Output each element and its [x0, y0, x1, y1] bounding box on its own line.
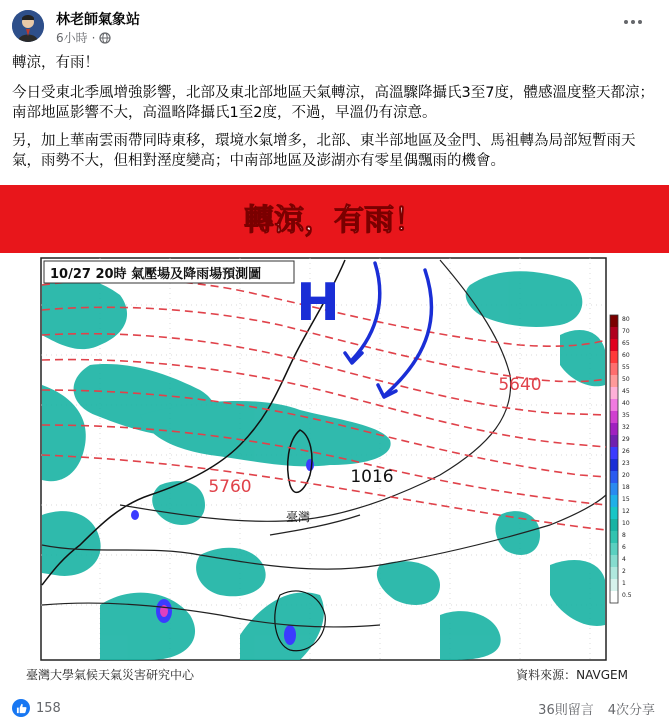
post-header	[0, 0, 669, 50]
forecast-map-graphic	[0, 185, 669, 691]
high-pressure-label: H	[296, 273, 340, 333]
shares-count-link[interactable]: 4次分享	[607, 703, 655, 718]
colorbar-tick-label: 32	[622, 424, 630, 431]
forecast-map-image[interactable]	[0, 185, 669, 691]
colorbar-tick-label: 60	[622, 352, 630, 359]
more-dot-icon	[624, 20, 628, 24]
reactions[interactable]	[12, 699, 61, 717]
like-count: 158	[36, 700, 61, 716]
credit-left: 臺灣大學氣候天氣災害研究中心	[26, 668, 195, 682]
globe-icon	[99, 32, 111, 44]
rainfall-colorbar	[610, 315, 632, 603]
contour-5640-label: 5640	[498, 375, 542, 395]
post-headline: 轉涼，有雨！	[12, 55, 99, 71]
banner-title: 轉涼，有雨！	[244, 203, 424, 238]
more-options-button[interactable]	[619, 12, 647, 32]
like-reaction-icon	[12, 699, 30, 717]
colorbar-tick-label: 26	[622, 448, 630, 455]
credit-right: 資料來源：NAVGEM	[516, 668, 628, 682]
post-footer	[0, 695, 669, 721]
post-timestamp[interactable]: 6小時	[56, 31, 88, 45]
meta-separator: ·	[91, 30, 96, 45]
contour-5760-label: 5760	[208, 477, 252, 497]
colorbar-tick-label: 20	[622, 472, 630, 479]
colorbar-tick-label: 65	[622, 340, 630, 347]
colorbar-tick-label: 70	[622, 328, 630, 335]
post-meta	[56, 29, 111, 46]
avatar-portrait-icon	[12, 10, 44, 42]
colorbar-tick-label: 45	[622, 388, 630, 395]
map-title: 10/27 20時 氣壓場及降雨場預測圖	[50, 267, 262, 282]
isobar-1016-label: 1016	[350, 467, 394, 487]
colorbar-tick-label: 55	[622, 364, 630, 371]
page-avatar[interactable]	[12, 10, 44, 42]
more-dot-icon	[638, 20, 642, 24]
engagement-stats	[538, 699, 655, 718]
colorbar-tick-label: 50	[622, 376, 630, 383]
colorbar-tick-label: 15	[622, 496, 630, 503]
post-paragraph-2: 另，加上華南雲雨帶同時東移，環境水氣增多，北部、東半部地區及金門、馬祖轉為局部短暫雨天氣，雨勢不大，但相對溼度變高；中南部地區及澎湖亦有零星偶飄雨的機會。	[12, 133, 636, 169]
colorbar-tick-label: 1	[622, 580, 626, 587]
colorbar-tick-label: 18	[622, 484, 630, 491]
colorbar-tick-label: 4	[622, 556, 626, 563]
colorbar-tick-label: 2	[622, 568, 626, 575]
taiwan-label: 臺灣	[285, 510, 311, 524]
colorbar-tick-label: 23	[622, 460, 630, 467]
post-paragraph-1: 今日受東北季風增強影響，北部及東北部地區天氣轉涼，高溫驟降攝氏3至7度，體感溫度整天都涼；南部地區影響不大，高溫略降攝氏1至2度，不過，早溫仍有涼意。	[12, 85, 654, 121]
colorbar-tick-label: 10	[622, 520, 630, 527]
more-dot-icon	[631, 20, 635, 24]
colorbar-tick-label: 29	[622, 436, 630, 443]
colorbar-tick-label: 8	[622, 532, 626, 539]
colorbar-tick-label: 80	[622, 316, 630, 323]
colorbar-tick-label: 12	[622, 508, 630, 515]
comments-count-link[interactable]: 36則留言	[538, 703, 594, 718]
post-body	[12, 53, 657, 179]
colorbar-tick-label: 6	[622, 544, 626, 551]
colorbar-tick-label: 0.5	[622, 592, 632, 599]
colorbar-tick-label: 35	[622, 412, 630, 419]
colorbar-tick-label: 40	[622, 400, 630, 407]
page-name-link[interactable]: 林老師氣象站	[56, 12, 140, 28]
